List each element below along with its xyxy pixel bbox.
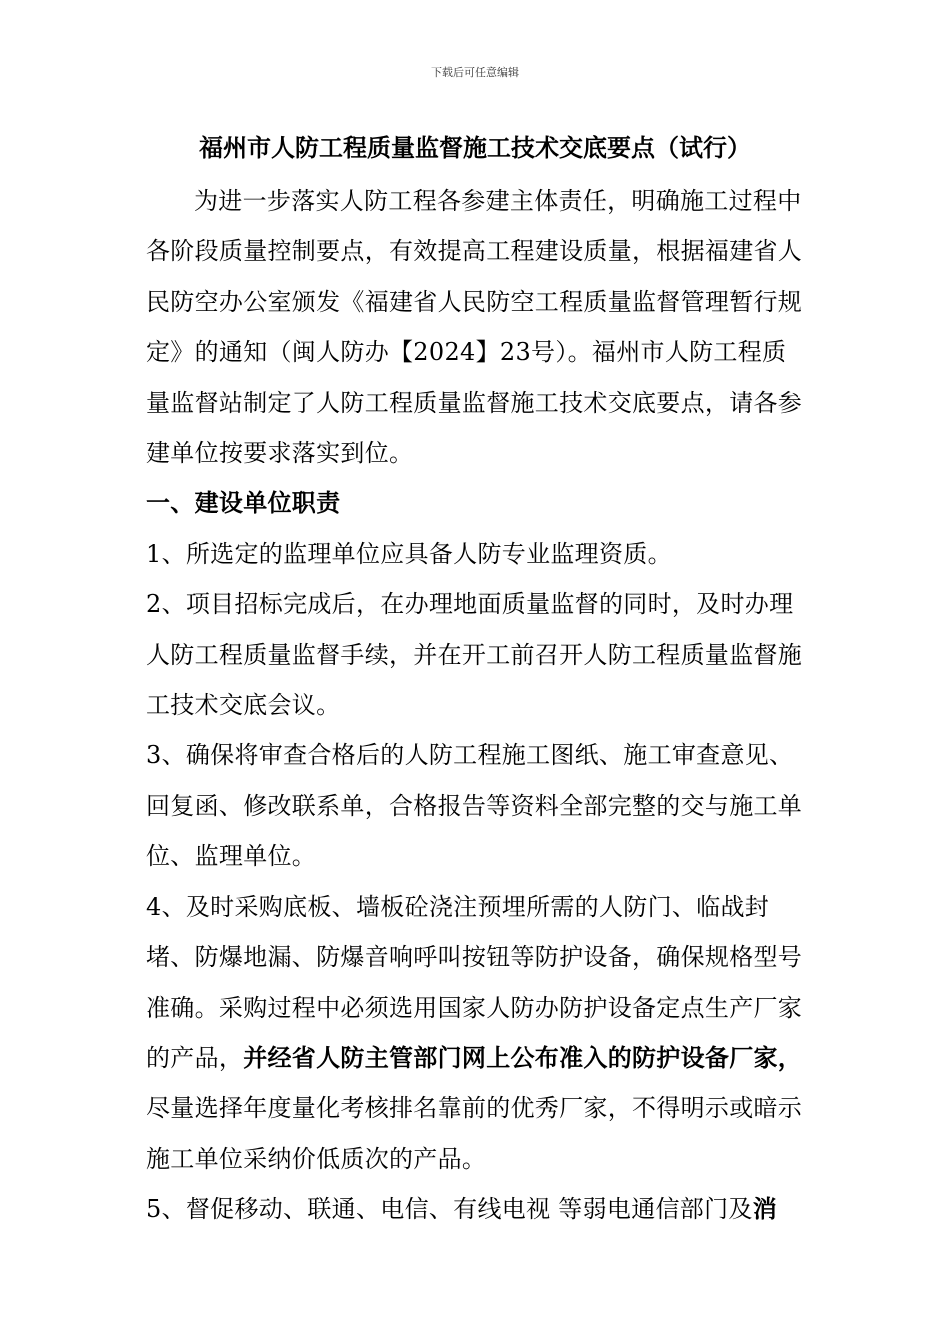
list-item	[146, 882, 806, 1184]
document-body	[146, 176, 806, 1235]
emphasized-text: 消	[752, 1194, 778, 1224]
list-item: 3、确保将审查合格后的人防工程施工图纸、施工审查意见、回复函、修改联系单，合格报告等资料全部完整的交与施工单位、监理单位。	[146, 741, 803, 871]
list-item-text: 5、督促移动、联通、电信、有线电视 等弱电通信部门及	[146, 1195, 753, 1224]
intro-paragraph: 为进一步落实人防工程各参建主体责任，明确施工过程中各阶段质量控制要点，有效提高工程建设质量，根据福建省人民防空办公室颁发《福建省人民防空工程质量监督管理暂行规定》的通知（闽人防办【2024】23号）。福州市人防工程质量监督站制定了人防工程质量监督施工技术交底要点，请各参建单位按要求落实到位。	[146, 187, 803, 468]
list-item: 2、项目招标完成后，在办理地面质量监督的同时，及时办理人防工程质量监督手续，并在开工前召开人防工程质量监督施工技术交底会议。	[146, 590, 803, 720]
list-item	[146, 1184, 806, 1234]
document-title: 福州市人防工程质量监督施工技术交底要点（试行）	[199, 133, 751, 162]
list-item-text: 尽量选择年度量化考核排名靠前的优秀厂家，不得明示或暗示施工单位采纳价低质次的产品。	[146, 1094, 803, 1173]
list-item: 1、所选定的监理单位应具备人防专业监理资质。	[146, 539, 672, 568]
header-note: 下载后可任意编辑	[431, 66, 519, 79]
list-item-text: 4、及时采购底板、墙板砼浇注预埋所需的人防门、临战封堵、防爆地漏、防爆音响呼叫按钮等防护设备，确保规格型号准确。采购过程中必须选用国家人防办防护设备定点生产厂家的产品，	[146, 892, 803, 1072]
section-heading: 一、建设单位职责	[146, 488, 341, 518]
emphasized-text: 并经省人防主管部门网上公布准入的防护设备厂家，	[243, 1042, 803, 1072]
